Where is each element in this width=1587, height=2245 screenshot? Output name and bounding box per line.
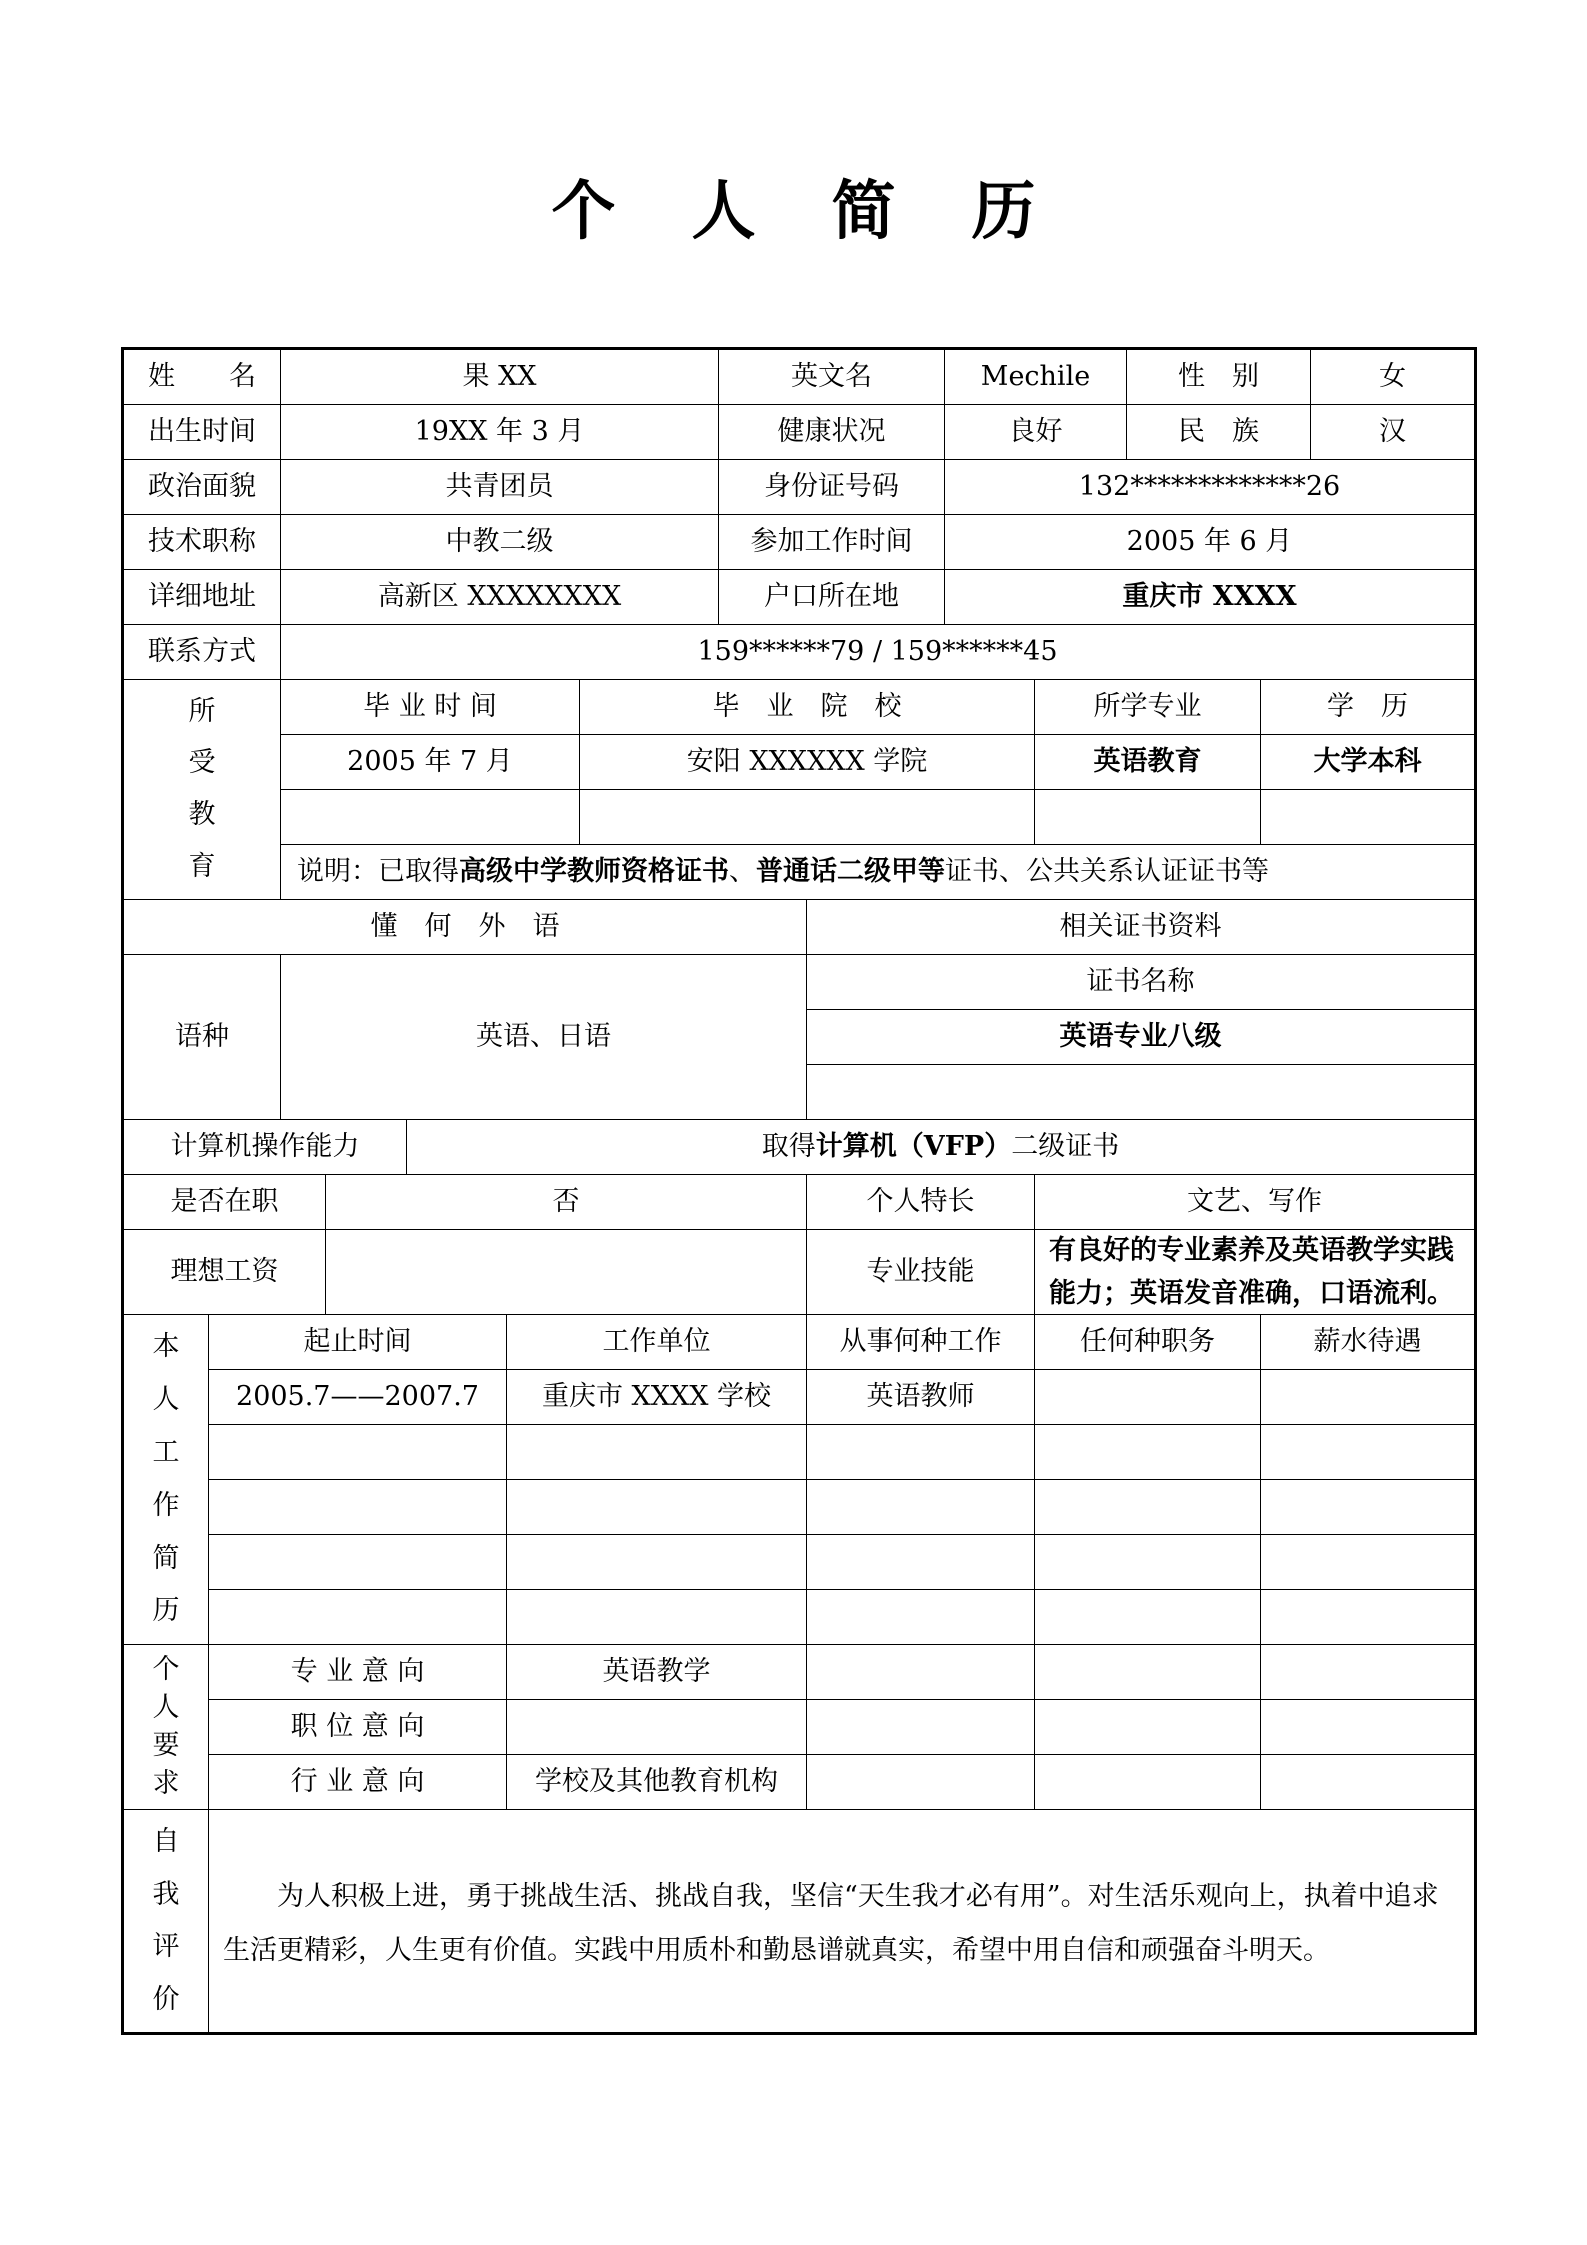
self-eval-side-label: 自 我 评 价 <box>124 1810 209 2032</box>
skill-value: 有良好的专业素养及英语教学实践能力；英语发音准确，口语流利。 <box>1035 1230 1474 1315</box>
work-cell <box>1261 1535 1474 1590</box>
ethnic-value: 汉 <box>1311 405 1474 460</box>
edu-degree: 大学本科 <box>1261 735 1474 790</box>
work-cell <box>1261 1370 1474 1425</box>
cert-header: 相关证书资料 <box>807 900 1474 955</box>
work-cell: 2005.7——2007.7 <box>209 1370 507 1425</box>
req-label-industry: 行 业 意 向 <box>209 1755 507 1810</box>
work-cell <box>1261 1590 1474 1645</box>
tech-title-value: 中教二级 <box>281 515 719 570</box>
education-note: 说明：已取得 高级中学教师资格证书 、 普通话二级甲等 证书、公共关系认证证书等 <box>281 845 1474 900</box>
req-empty-cell <box>1035 1645 1261 1700</box>
id-value: 132*************26 <box>945 460 1474 515</box>
work-cell <box>1035 1370 1261 1425</box>
edu-header-graduation-time: 毕 业 时 间 <box>281 680 580 735</box>
work-cell <box>507 1590 807 1645</box>
edu-header-degree: 学 历 <box>1261 680 1474 735</box>
work-cell <box>507 1480 807 1535</box>
contact-label: 联系方式 <box>124 625 281 680</box>
work-cell <box>1035 1535 1261 1590</box>
req-value-major: 英语教学 <box>507 1645 807 1700</box>
computer-value: 取得 计算机（VFP） 二级证书 <box>407 1120 1474 1175</box>
address-value: 高新区 XXXXXXXX <box>281 570 719 625</box>
address-label: 详细地址 <box>124 570 281 625</box>
work-side-label: 本 人 工 作 简 历 <box>124 1315 209 1645</box>
work-cell <box>807 1535 1035 1590</box>
computer-label: 计算机操作能力 <box>124 1120 407 1175</box>
work-cell <box>807 1480 1035 1535</box>
employed-value: 否 <box>326 1175 807 1230</box>
ethnic-label: 民 族 <box>1127 405 1311 460</box>
work-header-position: 任何种职务 <box>1035 1315 1261 1370</box>
work-cell <box>209 1480 507 1535</box>
work-cell <box>209 1590 507 1645</box>
name-label: 姓 名 <box>124 350 281 405</box>
work-cell <box>1035 1590 1261 1645</box>
language-kinds: 英语、日语 <box>281 955 807 1120</box>
salary-value <box>326 1230 807 1315</box>
political-label: 政治面貌 <box>124 460 281 515</box>
req-empty-cell <box>807 1700 1035 1755</box>
english-name-value: Mechile <box>945 350 1127 405</box>
edu-header-school: 毕 业 院 校 <box>580 680 1035 735</box>
edu-empty-cell <box>1035 790 1261 845</box>
education-side-label: 所 受 教 育 <box>124 680 281 900</box>
work-cell: 重庆市 XXXX 学校 <box>507 1370 807 1425</box>
edu-header-major: 所学专业 <box>1035 680 1261 735</box>
edu-major: 英语教育 <box>1035 735 1261 790</box>
tech-title-label: 技术职称 <box>124 515 281 570</box>
work-cell <box>507 1425 807 1480</box>
req-value-industry: 学校及其他教育机构 <box>507 1755 807 1810</box>
english-name-label: 英文名 <box>719 350 945 405</box>
salary-label: 理想工资 <box>124 1230 326 1315</box>
req-empty-cell <box>807 1755 1035 1810</box>
edu-empty-cell <box>1261 790 1474 845</box>
language-header: 懂 何 外 语 <box>124 900 807 955</box>
work-cell <box>209 1535 507 1590</box>
work-cell <box>807 1590 1035 1645</box>
id-label: 身份证号码 <box>719 460 945 515</box>
req-empty-cell <box>807 1645 1035 1700</box>
birth-label: 出生时间 <box>124 405 281 460</box>
hukou-label: 户口所在地 <box>719 570 945 625</box>
work-header-period: 起止时间 <box>209 1315 507 1370</box>
gender-value: 女 <box>1311 350 1474 405</box>
requirements-side-label: 个 人 要 求 <box>124 1645 209 1810</box>
edu-empty-cell <box>580 790 1035 845</box>
work-header-employer: 工作单位 <box>507 1315 807 1370</box>
req-empty-cell <box>1035 1755 1261 1810</box>
edu-school: 安阳 XXXXXX 学院 <box>580 735 1035 790</box>
health-value: 良好 <box>945 405 1127 460</box>
work-cell <box>1261 1480 1474 1535</box>
contact-value: 159******79 / 159******45 <box>281 625 1474 680</box>
resume-table <box>121 347 1477 2035</box>
edu-graduation-time: 2005 年 7 月 <box>281 735 580 790</box>
cert-name-value: 英语专业八级 <box>807 1010 1474 1065</box>
req-empty-cell <box>1261 1755 1474 1810</box>
req-label-major: 专 业 意 向 <box>209 1645 507 1700</box>
page-title: 个 人 简 历 <box>551 174 1036 249</box>
work-cell: 英语教师 <box>807 1370 1035 1425</box>
work-cell <box>209 1425 507 1480</box>
self-eval-text: 为人积极上进，勇于挑战生活、挑战自我，坚信“天生我才必有用”。对生活乐观向上，执着中追求生活更精彩，人生更有价值。实践中用质朴和勤恳谱就真实，希望中用自信和顽强奋斗明天。 <box>223 1881 1439 1966</box>
cert-name-label: 证书名称 <box>807 955 1474 1010</box>
work-start-label: 参加工作时间 <box>719 515 945 570</box>
work-cell <box>507 1535 807 1590</box>
req-value-position <box>507 1700 807 1755</box>
birth-value: 19XX 年 3 月 <box>281 405 719 460</box>
gender-label: 性 别 <box>1127 350 1311 405</box>
health-label: 健康状况 <box>719 405 945 460</box>
specialty-value: 文艺、写作 <box>1035 1175 1474 1230</box>
req-label-position: 职 位 意 向 <box>209 1700 507 1755</box>
work-header-salary: 薪水待遇 <box>1261 1315 1474 1370</box>
name-value: 果 XX <box>281 350 719 405</box>
cert-empty-cell <box>807 1065 1474 1120</box>
skill-label: 专业技能 <box>807 1230 1035 1315</box>
req-empty-cell <box>1261 1700 1474 1755</box>
language-kind-label: 语种 <box>124 955 281 1120</box>
specialty-label: 个人特长 <box>807 1175 1035 1230</box>
political-value: 共青团员 <box>281 460 719 515</box>
work-cell <box>807 1425 1035 1480</box>
work-header-job: 从事何种工作 <box>807 1315 1035 1370</box>
req-empty-cell <box>1035 1700 1261 1755</box>
work-cell <box>1261 1425 1474 1480</box>
employed-label: 是否在职 <box>124 1175 326 1230</box>
work-cell <box>1035 1425 1261 1480</box>
work-start-value: 2005 年 6 月 <box>945 515 1474 570</box>
hukou-value: 重庆市 XXXX <box>945 570 1474 625</box>
req-empty-cell <box>1261 1645 1474 1700</box>
edu-empty-cell <box>281 790 580 845</box>
work-cell <box>1035 1480 1261 1535</box>
